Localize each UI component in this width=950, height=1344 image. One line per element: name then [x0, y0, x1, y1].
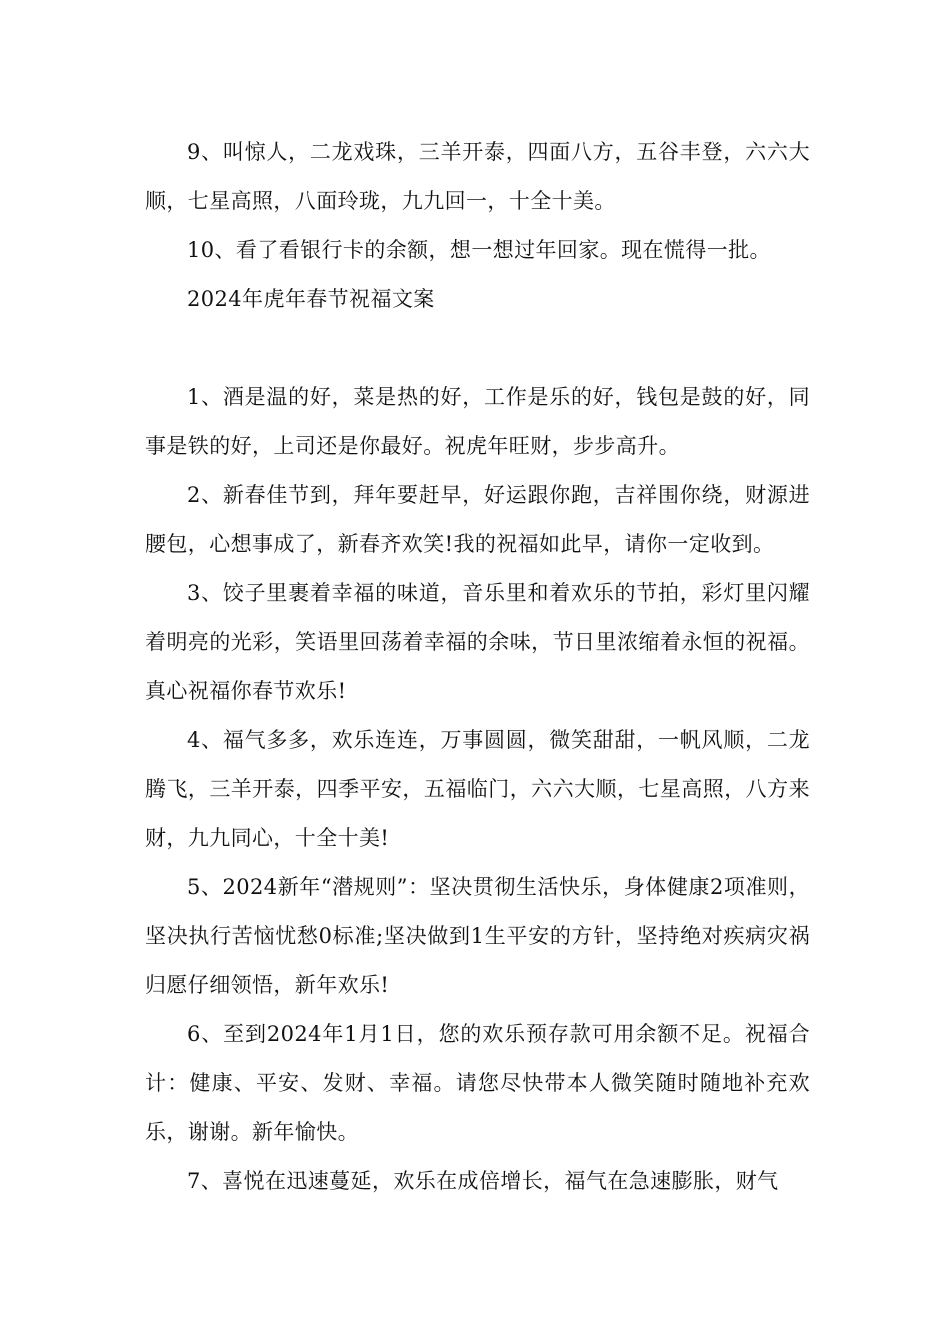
blank-line	[145, 324, 810, 373]
wish-paragraph-4: 4、福气多多，欢乐连连，万事圆圆，微笑甜甜，一帆风顺，二龙腾飞，三羊开泰，四季平安，五福临门，六六大顺，七星高照，八方来财，九九同心，十全十美!	[145, 728, 810, 850]
wish-paragraph-6: 6、至到2024年1月1日，您的欢乐预存款可用余额不足。祝福合计：健康、平安、发财、幸福。请您尽快带本人微笑随时随地补充欢乐，谢谢。新年愉快。	[145, 1022, 810, 1144]
paragraph-10: 10、看了看银行卡的余额，想一想过年回家。现在慌得一批。	[187, 238, 771, 262]
section-title: 2024年虎年春节祝福文案	[187, 287, 435, 311]
wish-paragraph-7: 7、喜悦在迅速蔓延，欢乐在成倍增长，福气在急速膨胀，财气	[187, 1169, 779, 1193]
wish-paragraph-5: 5、2024新年“潜规则”：坚决贯彻生活快乐，身体健康2项准则，坚决执行苦恼忧愁0标准;坚决做到1生平安的方针，坚持绝对疾病灾祸归愿仔细领悟，新年欢乐!	[145, 875, 810, 997]
wish-paragraph-2: 2、新春佳节到，拜年要赶早，好运跟你跑，吉祥围你绕，财源进腰包，心想事成了，新春齐欢笑!我的祝福如此早，请你一定收到。	[145, 483, 810, 556]
paragraph-9: 9、叫惊人，二龙戏珠，三羊开泰，四面八方，五谷丰登，六六大顺，七星高照，八面玲珑，九九回一，十全十美。	[145, 140, 810, 213]
wish-paragraph-1: 1、酒是温的好，菜是热的好，工作是乐的好，钱包是鼓的好，同事是铁的好，上司还是你最好。祝虎年旺财，步步高升。	[145, 385, 810, 458]
document-body	[145, 128, 810, 1206]
wish-paragraph-3: 3、饺子里裹着幸福的味道，音乐里和着欢乐的节拍，彩灯里闪耀着明亮的光彩，笑语里回荡着幸福的余味，节日里浓缩着永恒的祝福。真心祝福你春节欢乐!	[145, 581, 810, 703]
